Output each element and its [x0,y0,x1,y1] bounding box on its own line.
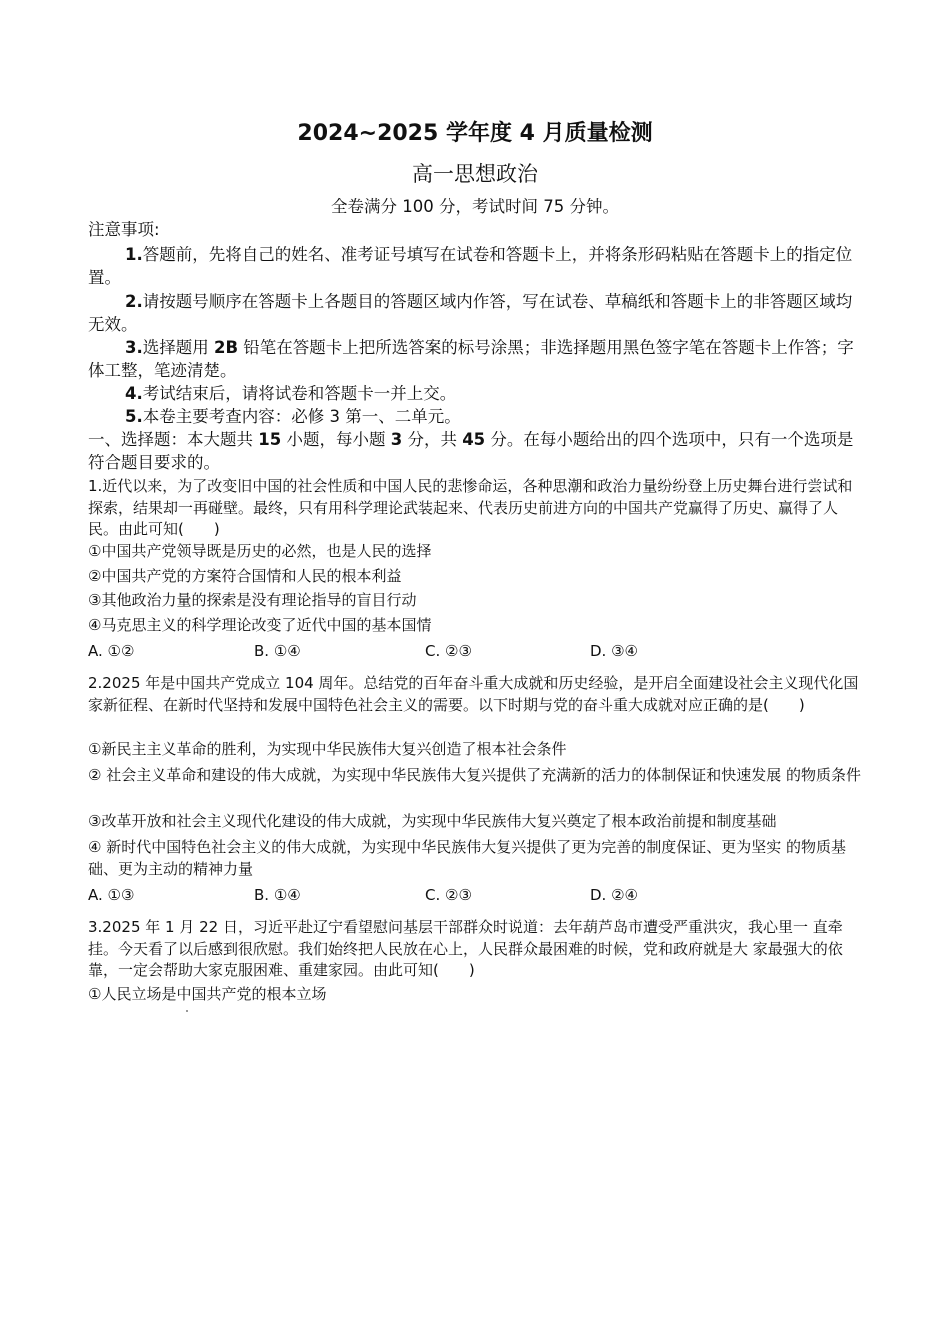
notes-heading: 注意事项: [88,220,160,239]
q1-option-c: C. ②③ [425,642,472,660]
q2-option-b: B. ①④ [254,886,301,904]
q1-option-d: D. ③④ [590,642,638,660]
q3-statement-1: ①人民立场是中国共产党的根本立场 [88,985,327,1003]
section-heading: 一、选择题：本大题共 15 小题，每小题 3 分，共 45 分。在每小题给出的四个选项中，只有一个选项是符合题目要求的。 [88,430,854,472]
exam-title: 2024~2025 学年度 4 月质量检测 [297,121,653,146]
q1-statement-1: ①中国共产党领导既是历史的必然，也是人民的选择 [88,542,432,560]
q2-stem: 2.2025 年是中国共产党成立 104 周年。总结党的百年奋斗重大成就和历史经验，是开启全面建设社会主义现代化国家新征程、在新时代坚持和发展中国特色社会主义的需要。以下时期与党的奋斗重大成就对应正确的是( ) [88,674,859,714]
note-3: 3.选择题用 2B 铅笔在答题卡上把所选答案的标号涂黑；非选择题用黑色签字笔在答题卡上作答；字体工整，笔迹清楚。 [88,338,854,380]
q3-stem: 3.2025 年 1 月 22 日，习近平赴辽宁看望慰问基层干部群众时说道：去年葫芦岛市遭受严重洪灾，我心里一 直牵挂。今天看了以后感到很欣慰。我们始终把人民放在心上，人民群众最困难的时候，党和政府就是大 家最强大的依靠，一定会帮助大家克服困难、重建家园。由此可知( ) [88,918,843,979]
scan-speck [186,1010,188,1012]
note-5: 5.本卷主要考查内容：必修 3 第一、二单元。 [125,407,461,426]
q1-option-a: A. ①② [88,642,135,660]
note-1: 1.答题前，先将自己的姓名、准考证号填写在试卷和答题卡上，并将条形码粘贴在答题卡上的指定位置。 [88,245,853,287]
q2-option-a: A. ①③ [88,886,135,904]
q1-stem: 1.近代以来，为了改变旧中国的社会性质和中国人民的悲惨命运，各种思潮和政治力量纷纷登上历史舞台进行尝试和探索，结果却一再碰壁。最终，只有用科学理论武装起来、代表历史前进方向的中国共产党赢得了历史、赢得了人民。由此可知( ) [88,477,853,538]
q2-statement-3: ③改革开放和社会主义现代化建设的伟大成就，为实现中华民族伟大复兴奠定了根本政治前提和制度基础 [88,812,777,830]
q2-statement-4: ④ 新时代中国特色社会主义的伟大成就，为实现中华民族伟大复兴提供了更为完善的制度保证、更为坚实 的物质基础、更为主动的精神力量 [88,838,846,878]
q2-statement-2: ② 社会主义革命和建设的伟大成就，为实现中华民族伟大复兴提供了充满新的活力的体制保证和快速发展 的物质条件 [88,766,861,784]
q1-statement-2: ②中国共产党的方案符合国情和人民的根本利益 [88,567,402,585]
note-4: 4.考试结束后，请将试卷和答题卡一并上交。 [125,384,457,403]
q2-statement-1: ①新民主主义革命的胜利，为实现中华民族伟大复兴创造了根本社会条件 [88,740,567,758]
q1-statement-4: ④马克思主义的科学理论改变了近代中国的基本国情 [88,616,432,634]
q2-option-d: D. ②④ [590,886,638,904]
exam-info: 全卷满分 100 分，考试时间 75 分钟。 [331,197,619,216]
q2-option-c: C. ②③ [425,886,472,904]
note-2: 2.请按题号顺序在答题卡上各题目的答题区域内作答，写在试卷、草稿纸和答题卡上的非答题区域均无效。 [88,292,853,334]
q1-option-b: B. ①④ [254,642,301,660]
q1-statement-3: ③其他政治力量的探索是没有理论指导的盲目行动 [88,591,417,609]
exam-subject: 高一思想政治 [412,162,538,186]
